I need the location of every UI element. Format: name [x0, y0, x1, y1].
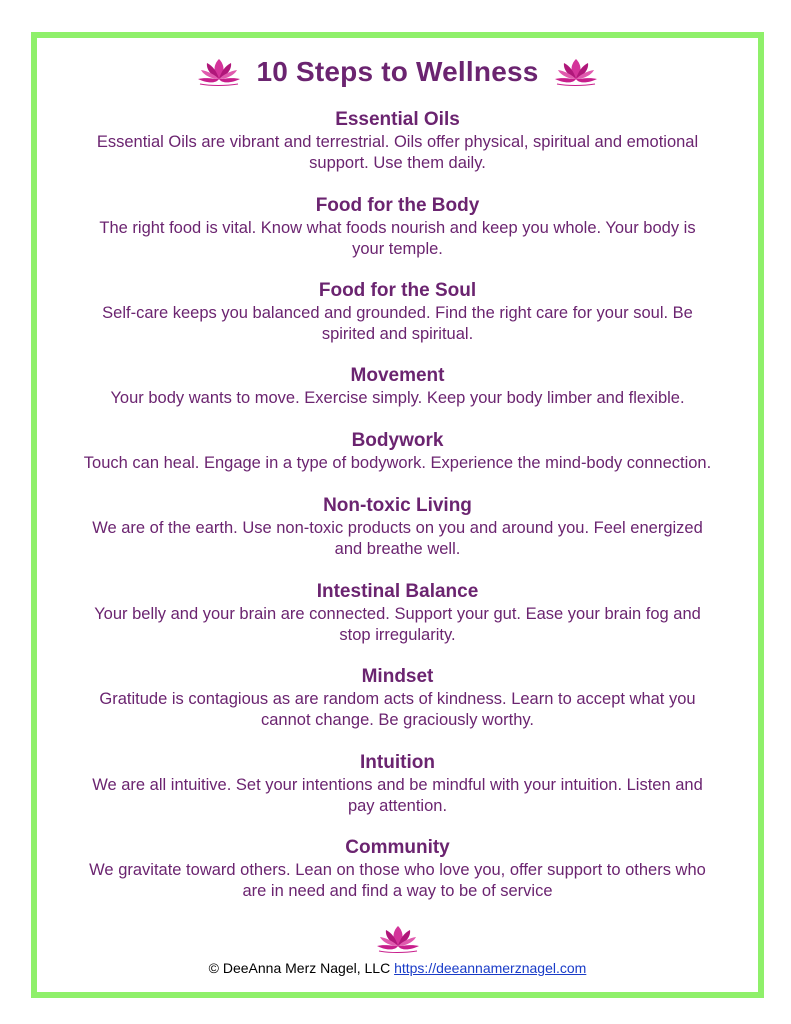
step-text-line: are in need and find a way to be of service — [242, 882, 553, 900]
lotus-icon — [196, 57, 242, 87]
step-intestinal-balance — [37, 580, 758, 665]
page-title: 10 Steps to Wellness — [256, 56, 539, 87]
step-text-line: We are of the earth. Use non-toxic products on you and around you. Feel energized — [92, 519, 703, 537]
website-link[interactable]: https://deeannamerznagel.com — [394, 960, 587, 976]
step-text-line: stop irregularity. — [339, 626, 456, 644]
step-heading: Bodywork — [351, 430, 444, 451]
step-text-line: Gratitude is contagious as are random acts of kindness. Learn to accept what you — [99, 690, 696, 708]
step-text-line: spirited and spiritual. — [321, 325, 474, 343]
step-text-line: pay attention. — [347, 797, 448, 815]
lotus-icon — [375, 924, 421, 954]
step-text-line: Self-care keeps you balanced and grounded. Find the right care for your soul. Be — [102, 304, 693, 322]
step-heading: Food for the Body — [315, 195, 480, 216]
step-heading: Intuition — [360, 752, 435, 773]
step-heading: Mindset — [361, 666, 434, 687]
step-mindset — [37, 665, 758, 751]
footer — [37, 960, 758, 976]
step-intuition — [37, 751, 758, 836]
page-border — [31, 32, 764, 998]
step-text-line: Your body wants to move. Exercise simply. Keep your body limber and flexible. — [110, 389, 685, 407]
step-essential-oils — [37, 108, 758, 194]
wellness-steps — [37, 108, 758, 902]
step-community — [37, 836, 758, 902]
step-non-toxic-living — [37, 494, 758, 580]
step-heading: Essential Oils — [335, 109, 460, 130]
step-text-line: Essential Oils are vibrant and terrestrial. Oils offer physical, spiritual and emotional — [96, 133, 699, 151]
title-row — [37, 52, 758, 92]
step-text-line: The right food is vital. Know what foods nourish and keep you whole. Your body is — [99, 219, 696, 237]
step-text-line: your temple. — [352, 240, 443, 258]
step-heading: Intestinal Balance — [316, 581, 479, 602]
step-text-line: We gravitate toward others. Lean on those who love you, offer support to others who — [89, 861, 706, 879]
step-text-line: Touch can heal. Engage in a type of bodywork. Experience the mind-body connection. — [83, 454, 712, 472]
step-text-line: Your belly and your brain are connected. Support your gut. Ease your brain fog and — [94, 605, 701, 623]
lotus-icon — [553, 57, 599, 87]
step-bodywork — [37, 429, 758, 494]
step-text-line: and breathe well. — [334, 540, 461, 558]
step-heading: Movement — [350, 365, 445, 386]
step-text-line: cannot change. Be graciously worthy. — [260, 711, 534, 729]
step-heading: Non-toxic Living — [323, 495, 472, 516]
step-text-line: We are all intuitive. Set your intentions and be mindful with your intuition. Listen and — [92, 776, 703, 794]
step-heading: Food for the Soul — [318, 280, 477, 301]
step-food-for-the-body — [37, 194, 758, 279]
copyright-text: © DeeAnna Merz Nagel, LLC — [208, 960, 391, 976]
footer-lotus — [37, 924, 758, 954]
step-movement — [37, 364, 758, 429]
step-text-line: support. Use them daily. — [309, 154, 486, 172]
step-heading: Community — [345, 837, 450, 858]
step-food-for-the-soul — [37, 279, 758, 364]
